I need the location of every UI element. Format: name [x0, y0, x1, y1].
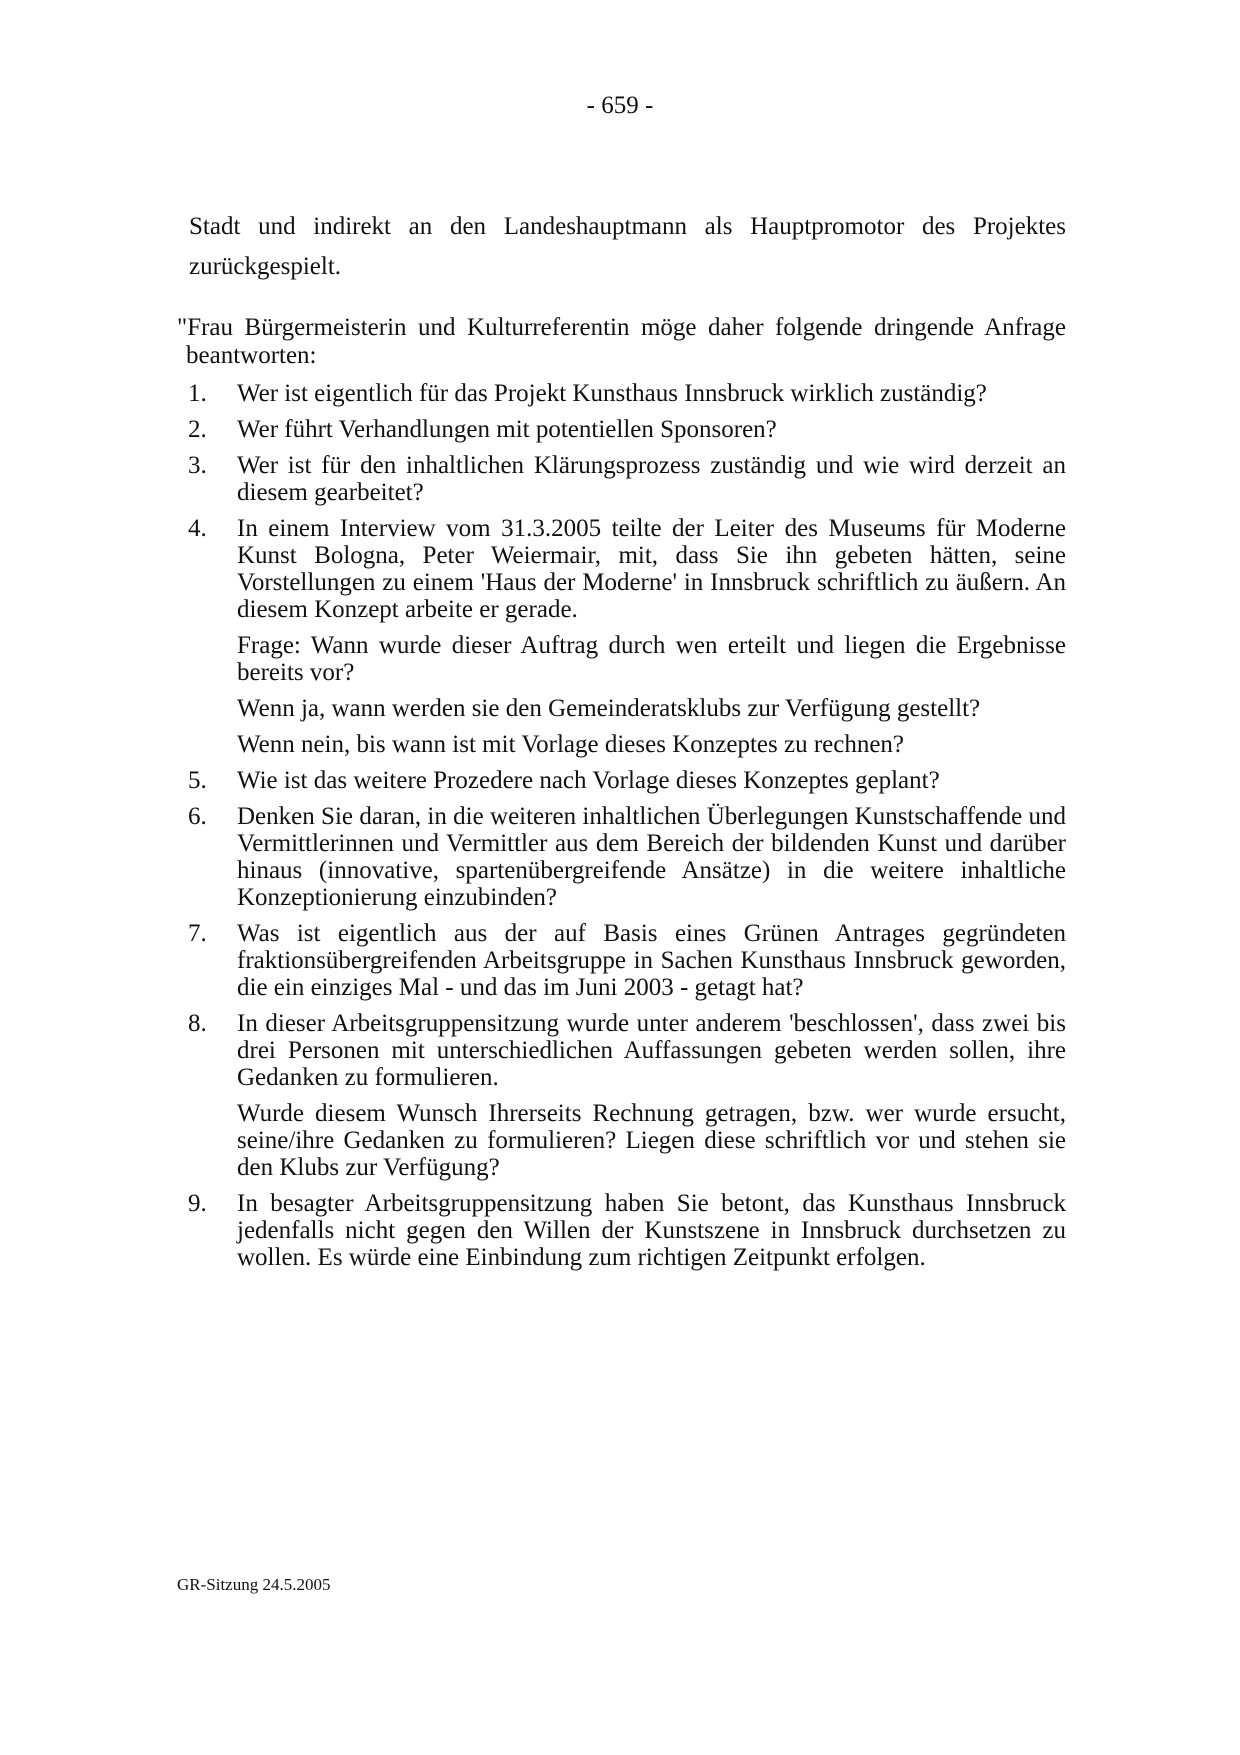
question-number: 1.	[188, 380, 207, 407]
question-number: 6.	[188, 803, 207, 830]
question-text: Wer ist für den inhaltlichen Klärungsprozess zuständig und wie wird derzeit an diesem gearbeitet?	[237, 452, 1066, 506]
question-item	[177, 416, 1066, 443]
question-text: Wenn nein, bis wann ist mit Vorlage dieses Konzeptes zu rechnen?	[237, 731, 905, 758]
question-text: Wenn ja, wann werden sie den Gemeinderatsklubs zur Verfügung gestellt?	[237, 695, 981, 722]
question-number: 4.	[188, 515, 207, 542]
question-text: In einem Interview vom 31.3.2005 teilte der Leiter des Museums für Moderne Kunst Bologna, Peter Weiermair, mit, dass Sie ihn gebeten hätten, seine Vorstellungen zu einem 'Haus der Moderne' in Innsbruck schriftlich zu äußern. An diesem Konzept arbeite er gerade.	[237, 515, 1066, 623]
question-text: Frage: Wann wurde dieser Auftrag durch wen erteilt und liegen die Ergebnisse bereits vor?	[237, 632, 1066, 686]
question-number: 9.	[188, 1190, 207, 1217]
question-item	[177, 515, 1066, 758]
question-item	[177, 380, 1066, 407]
intro-paragraph: Stadt und indirekt an den Landeshauptmann als Hauptpromotor des Projektes zurückgespielt.	[189, 213, 1066, 280]
footer-session-date: GR-Sitzung 24.5.2005	[177, 1575, 331, 1594]
question-text: Wurde diesem Wunsch Ihrerseits Rechnung getragen, bzw. wer wurde ersucht, seine/ihre Gedanken zu formulieren? Liegen diese schriftlich vor und stehen sie den Klubs zur Verfügung?	[237, 1100, 1066, 1181]
question-text: In besagter Arbeitsgruppensitzung haben Sie betont, das Kunsthaus Innsbruck jedenfalls nicht gegen den Willen der Kunstszene in Innsbruck durchsetzen zu wollen. Es würde eine Einbindung zum richtigen Zeitpunkt erfolgen.	[237, 1190, 1066, 1271]
question-list	[177, 380, 1066, 1280]
question-item	[177, 803, 1066, 911]
question-item	[177, 1010, 1066, 1181]
question-text: Wie ist das weitere Prozedere nach Vorlage dieses Konzeptes geplant?	[237, 767, 940, 794]
question-item	[177, 767, 1066, 794]
question-item	[177, 920, 1066, 1001]
question-lead: "Frau Bürgermeisterin und Kulturreferentin möge daher folgende dringende Anfrage beantworten:	[177, 314, 1066, 369]
question-number: 7.	[188, 920, 207, 947]
question-number: 3.	[188, 452, 207, 479]
question-text: Was ist eigentlich aus der auf Basis eines Grünen Antrages gegründeten fraktionsübergreifenden Arbeitsgruppe in Sachen Kunsthaus Innsbruck geworden, die ein einziges Mal - und das im Juni 2003 - getagt hat?	[237, 920, 1066, 1001]
question-text: Denken Sie daran, in die weiteren inhaltlichen Überlegungen Kunstschaffende und Vermittlerinnen und Vermittler aus dem Bereich der bildenden Kunst und darüber hinaus (innovative, spartenübergreifende Ansätze) in die weitere inhaltliche Konzeptionierung einzubinden?	[237, 803, 1066, 911]
question-item	[177, 452, 1066, 506]
question-number: 2.	[188, 416, 207, 443]
question-item	[177, 1190, 1066, 1271]
question-text: Wer führt Verhandlungen mit potentiellen Sponsoren?	[237, 416, 777, 443]
question-number: 8.	[188, 1010, 207, 1037]
question-number: 5.	[188, 767, 207, 794]
question-text: Wer ist eigentlich für das Projekt Kunsthaus Innsbruck wirklich zuständig?	[237, 380, 987, 407]
question-text: In dieser Arbeitsgruppensitzung wurde unter anderem 'beschlossen', dass zwei bis drei Personen mit unterschiedlichen Auffassungen gebeten werden sollen, ihre Gedanken zu formulieren.	[237, 1010, 1066, 1091]
page-number: - 659 -	[586, 92, 654, 119]
